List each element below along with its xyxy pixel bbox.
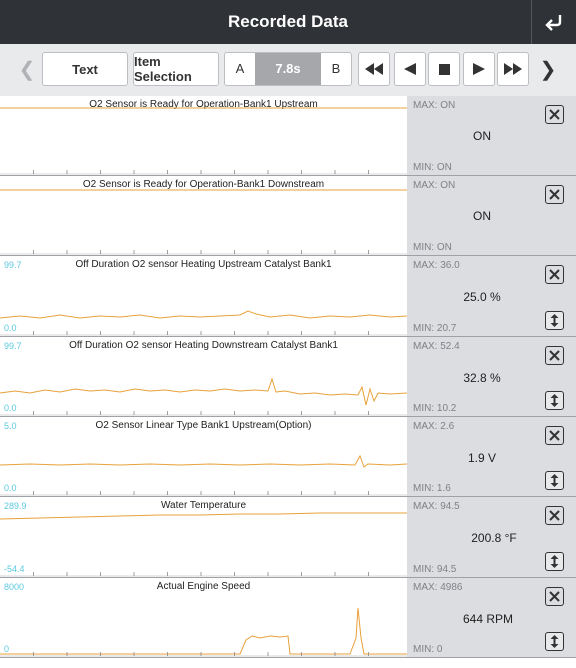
max-value: MAX: 4986 [413, 582, 463, 593]
trace-graph [0, 578, 407, 658]
current-value: 1.9 V [467, 451, 497, 465]
graph-title: O2 Sensor is Ready for Operation-Bank1 Downstream [82, 179, 325, 190]
graph-area [0, 497, 407, 577]
max-value: MAX: 36.0 [413, 260, 460, 271]
min-value: MIN: 94.5 [413, 564, 457, 575]
value-panel [407, 176, 576, 255]
trace-graph [0, 497, 407, 578]
trace-graph [0, 256, 407, 337]
value-panel [407, 578, 576, 657]
expand-graph-button[interactable] [545, 471, 564, 490]
return-button[interactable] [531, 0, 576, 44]
value-panel [407, 497, 576, 577]
y-axis-min: 0.0 [4, 323, 17, 333]
marker-a-button[interactable]: A [235, 61, 245, 76]
stop-button[interactable] [428, 52, 460, 86]
value-panel [407, 417, 576, 496]
chevron-right-icon: ❯ [539, 58, 557, 81]
page-title: Recorded Data [228, 12, 348, 31]
chevron-left-icon: ❮ [18, 58, 36, 81]
y-axis-min: -54.4 [4, 564, 25, 574]
data-row [0, 497, 576, 578]
expand-vertical-icon [550, 314, 559, 327]
graph-area [0, 417, 407, 496]
data-row [0, 417, 576, 497]
graph-title: O2 Sensor Linear Type Bank1 Upstream(Option) [95, 420, 312, 431]
value-panel [407, 256, 576, 336]
previous-page-button[interactable] [12, 52, 42, 86]
current-value: ON [473, 129, 491, 143]
trace-graph [0, 337, 407, 417]
min-value: MIN: 10.2 [413, 403, 457, 414]
current-value: 32.8 % [463, 371, 501, 385]
graph-title: O2 Sensor is Ready for Operation-Bank1 Upstream [89, 99, 318, 110]
remove-item-button[interactable] [545, 105, 564, 124]
next-page-button[interactable] [534, 52, 562, 86]
close-icon [549, 430, 560, 441]
remove-item-button[interactable] [545, 587, 564, 606]
graph-title: Off Duration O2 sensor Heating Upstream Catalyst Bank1 [75, 259, 332, 270]
trace-graph [0, 417, 407, 497]
expand-graph-button[interactable] [545, 311, 564, 330]
marker-b-button[interactable]: B [331, 61, 341, 76]
return-icon [544, 13, 564, 31]
y-axis-max: 5.0 [4, 421, 17, 431]
current-value: 25.0 % [463, 290, 501, 304]
expand-graph-button[interactable] [545, 632, 564, 651]
value-panel [407, 96, 576, 175]
close-icon [549, 109, 560, 120]
fast-rewind-icon [365, 63, 383, 75]
y-axis-max: 99.7 [4, 341, 22, 351]
time-readout: 7.8s [255, 53, 321, 85]
min-value: MIN: 1.6 [413, 483, 451, 494]
expand-vertical-icon [550, 635, 559, 648]
graph-area [0, 176, 407, 255]
data-row [0, 176, 576, 256]
fast-rewind-button[interactable] [358, 52, 390, 86]
data-row [0, 578, 576, 658]
data-row [0, 256, 576, 337]
graph-area [0, 337, 407, 416]
play-icon [473, 63, 485, 75]
max-value: MAX: ON [413, 180, 456, 191]
data-row [0, 96, 576, 176]
expand-vertical-icon [550, 394, 559, 407]
close-icon [549, 591, 560, 602]
item-selection-button[interactable]: Item Selection [133, 52, 219, 86]
graph-area [0, 578, 407, 657]
remove-item-button[interactable] [545, 426, 564, 445]
max-value: MAX: 52.4 [413, 341, 460, 352]
y-axis-min: 0 [4, 644, 10, 654]
y-axis-max: 8000 [4, 582, 25, 592]
min-value: MIN: ON [413, 242, 452, 253]
expand-graph-button[interactable] [545, 552, 564, 571]
remove-item-button[interactable] [545, 185, 564, 204]
min-value: MIN: 0 [413, 644, 443, 655]
current-value: 644 RPM [462, 612, 514, 626]
remove-item-button[interactable] [545, 265, 564, 284]
close-icon [549, 510, 560, 521]
remove-item-button[interactable] [545, 346, 564, 365]
ab-marker-control [224, 52, 352, 86]
current-value: ON [473, 209, 491, 223]
data-row [0, 337, 576, 417]
play-button[interactable] [463, 52, 495, 86]
y-axis-max: 289.9 [4, 501, 27, 511]
min-value: MIN: 20.7 [413, 323, 457, 334]
trace-graph [0, 176, 407, 256]
remove-item-button[interactable] [545, 506, 564, 525]
y-axis-min: 0.0 [4, 483, 17, 493]
play-reverse-icon [404, 63, 416, 75]
y-axis-min: 0.0 [4, 403, 17, 413]
expand-vertical-icon [550, 555, 559, 568]
graph-area [0, 256, 407, 336]
max-value: MAX: 94.5 [413, 501, 460, 512]
close-icon [549, 350, 560, 361]
expand-graph-button[interactable] [545, 391, 564, 410]
text-view-button[interactable]: Text [42, 52, 128, 86]
graph-title: Actual Engine Speed [156, 581, 251, 592]
max-value: MAX: 2.6 [413, 421, 455, 432]
fast-forward-button[interactable] [497, 52, 529, 86]
stop-icon [439, 64, 450, 75]
graph-title: Off Duration O2 sensor Heating Downstream Catalyst Bank1 [69, 340, 338, 351]
graph-area [0, 96, 407, 175]
max-value: MAX: ON [413, 100, 456, 111]
playback-toolbar [0, 44, 576, 97]
min-value: MIN: ON [413, 162, 452, 173]
graph-title: Water Temperature [160, 500, 247, 511]
value-panel [407, 337, 576, 416]
trace-graph [0, 96, 407, 176]
current-value: 200.8 °F [471, 531, 517, 545]
expand-vertical-icon [550, 474, 559, 487]
step-back-button[interactable] [394, 52, 426, 86]
close-icon [549, 269, 560, 280]
fast-forward-icon [504, 63, 522, 75]
y-axis-max: 99.7 [4, 260, 22, 270]
close-icon [549, 189, 560, 200]
title-bar [0, 0, 576, 44]
